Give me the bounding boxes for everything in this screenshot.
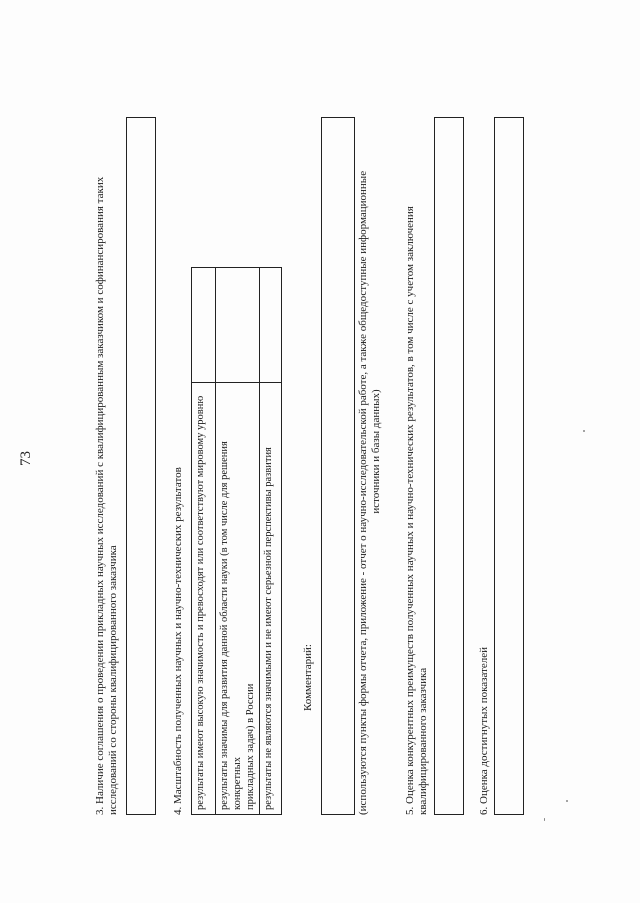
section-5-heading-line-1: 5. Оценка конкурентных преимуществ полученных научных и научно-технических результатов, в том числе с учетом заключения [404, 206, 416, 815]
table-row [192, 268, 216, 815]
comment-box[interactable] [321, 117, 355, 815]
scan-speck [544, 818, 545, 821]
section-3-heading-line-2: исследований со стороны квалифицированного заказчика [107, 545, 119, 815]
section-4-heading: 4. Масштабность полученных научных и научно-технических результатов [172, 467, 184, 815]
scale-row-label [216, 382, 260, 814]
section-6-answer-box[interactable] [494, 117, 524, 815]
scan-speck [583, 430, 585, 432]
section-6-heading: 6. Оценка достигнутых показателей [478, 646, 490, 815]
comment-note-line-2: источники и базы данных) [370, 389, 382, 514]
scale-row-mark-cell[interactable] [260, 268, 282, 383]
scale-row-mark-cell[interactable] [216, 268, 260, 383]
section-4-scale-table [191, 267, 282, 815]
section-3-heading-line-1: 3. Наличие соглашения о проведении прикладных научных исследований с квалифицированным заказчиком и софинансирования таких [94, 176, 106, 815]
table-row [260, 268, 282, 815]
section-5-answer-box[interactable] [434, 117, 464, 815]
scale-row-mark-cell[interactable] [192, 268, 216, 383]
scale-row-label-line-1: результаты значимы для развития данной области науки (в том числе для решения конкретных [219, 441, 243, 810]
section-3-answer-box[interactable] [126, 117, 156, 815]
section-5-heading-line-2: квалифицированного заказчика [417, 667, 429, 815]
comment-note-line-1: (используются пункты формы отчета, приложение - отчет о научно-исследовательской работе, а также общедоступные информационные [357, 170, 369, 815]
page-number: 73 [18, 451, 34, 466]
scale-row-label: результаты не являются значимыми и не имеют серьезной перспективы развития [260, 382, 282, 814]
scan-speck [566, 800, 568, 802]
table-row [216, 268, 260, 815]
scale-row-label-line-2: прикладных задач) в России [245, 683, 256, 810]
scale-row-label: результаты имеют высокую значимость и превосходят или соответствуют мировому уровню [192, 382, 216, 814]
comment-label: Комментарий: [302, 644, 314, 711]
